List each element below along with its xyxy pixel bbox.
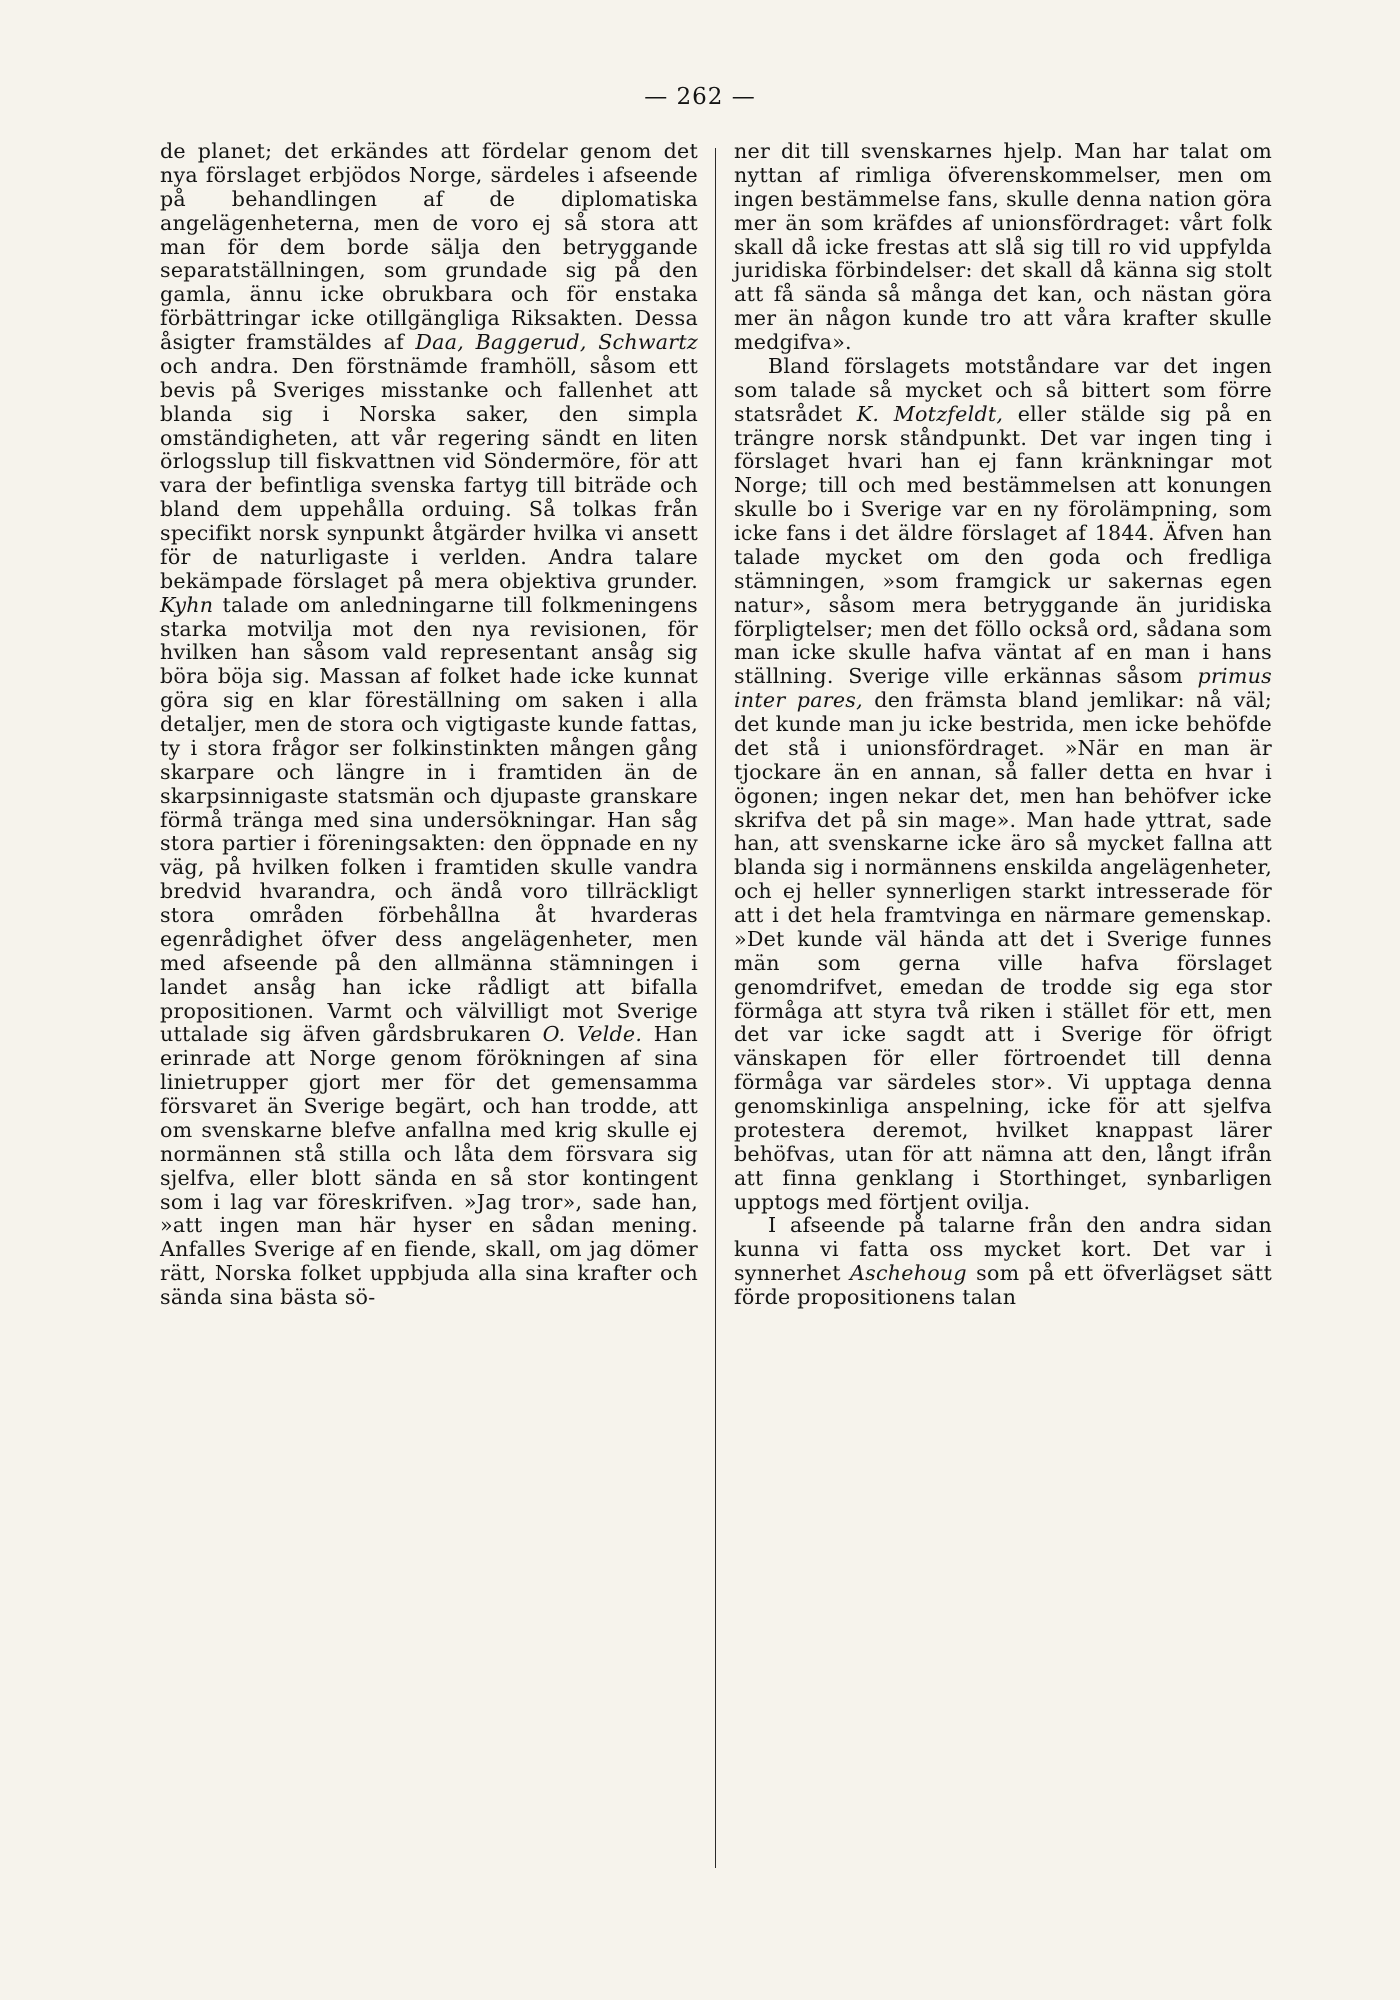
column-rule	[715, 148, 716, 1868]
text-run: primus inter pares,	[734, 664, 1272, 713]
text-run: eller stälde sig på en trängre norsk ståndpunkt. Det var ingen ting i förslaget hvari han ej fann kränkningar mot Norge; till och med bestämmelsen att konungen skulle bo i Sverige var en ny förolämpning, som icke fans i det äldre förslaget af 1844. Äfven han talade mycket om den goda och fredliga stämningen, »som framgick ur sakernas egen natur», såsom mera betryggande än juridiska förpligtelser; men det föllo också ord, sådana som man icke skulle hafva väntat af en man i hans ställning. Sverige ville erkännas såsom	[734, 401, 1273, 689]
text-run: den främsta bland jemlikar: nå väl; det kunde man ju icke bestrida, men icke behöfde det stå i unionsfördraget. »När en man är tjockare än en annan, så faller detta en hvar i ögonen; ingen nekar det, men han behöfver icke skrifva det på sin mage». Man hade yttrat, sade han, att svenskarne icke äro så mycket fallna att blanda sig i normännens enskilda angelägenheter, och ej heller synnerligen starkt intresserade för att i det hela framtvinga en närmare gemenskap. »Det kunde väl hända att det i Sverige funnes män som gerna ville hafva förslaget genomdrifvet, emedan de trodde sig ega stor förmåga att styra två riken i stället för ett, men det var icke sagdt att i Sverige för öfrigt vänskapen för eller förtroendet till denna förmåga var särdeles stor». Vi upptaga denna genomskinliga anspelning, icke för att sjelfva protestera deremot, hvilket knappast lärer behöfvas, utan för att nämna att den, långt ifrån att finna genklang i Storthinget, synbarligen upptogs med förtjent ovilja.	[734, 688, 1273, 1214]
paragraph	[160, 140, 698, 1310]
right-column	[734, 140, 1272, 1310]
text-run: I afseende på talarne från den andra sidan kunna vi fatta oss mycket kort. Det var i synnerhet	[734, 1213, 1272, 1286]
text-run: de planet; det erkändes att fördelar genom det nya förslaget erbjödos Norge, särdeles i afseende på behandlingen af de diplomatiska angelägenheterna, men de voro ej så stora att man för dem borde sälja den betryggande separatställningen, som grundade sig på den gamla, ännu icke obrukbara och för enstaka förbättringar icke otillgängliga Riksakten. Dessa åsigter framstäldes af	[160, 139, 698, 354]
paragraph	[734, 140, 1272, 355]
text-run: Aschehoug	[850, 1261, 967, 1286]
text-run: Han erinrade att Norge genom förökningen af sina linietrupper gjort mer för det gemensamma försvaret än Sverige begärt, och han trodde, att om svenskarne blefve anfallna med krig skulle ej normännen stå stilla och låta dem försvara sig sjelfva, eller blott sända en så stor kontingent som i lag var föreskrifven. »Jag tror», sade han, »att ingen man här hyser en sådan mening. Anfalles Sverige af en fiende, skall, om jag dömer rätt, Norska folket uppbjuda alla sina krafter och sända sina bästa sö-	[160, 1022, 698, 1309]
text-run: Bland förslagets motståndare var det ingen som talade så mycket och så bittert som förre statsrådet	[734, 353, 1272, 426]
text-run: K. Motzfeldt,	[856, 401, 1004, 426]
left-column	[160, 140, 698, 1310]
text-run: O. Velde.	[542, 1022, 643, 1047]
paragraph	[734, 1214, 1272, 1310]
text-run: Kyhn	[160, 592, 214, 617]
paragraph	[734, 355, 1272, 1215]
page-number: — 262 —	[644, 84, 756, 110]
text-run: och andra. Den förstnämde framhöll, såsom ett bevis på Sveriges misstanke och fallenhet att blanda sig i Norska saker, den simpla omständigheten, att vår regering sändt en liten örlogsslup till fiskvattnen vid Söndermöre, för att vara der befintliga svenska fartyg till biträde och bland dem uppehålla orduing. Så tolkas från specifikt norsk synpunkt åtgärder hvilka vi ansett för de naturligaste i verlden. Andra talare bekämpade förslaget på mera objektiva grunder.	[160, 353, 698, 593]
text-columns	[160, 140, 1272, 1310]
text-run: Daa, Baggerud, Schwartz	[415, 330, 698, 354]
text-run: talade om anledningarne till folkmeningens starka motvilja mot den nya revisionen, för hvilken han såsom vald representant ansåg sig böra böja sig. Massan af folket hade icke kunnat göra sig en klar föreställning om saken i alla detaljer, men de stora och vigtigaste kunde fattas, ty i stora frågor ser folkinstinkten mången gång skarpare och längre in i framtiden än de skarpsinnigaste statsmän och djupaste granskare förmå tränga med sina undersökningar. Han såg stora partier i föreningsakten: den öppnade en ny väg, på hvilken folken i framtiden skulle vandra bredvid hvarandra, och ändå voro tillräckligt stora områden förbehållna åt hvarderas egenrådighet öfver dess angelägenheter, men med afseende på den allmänna stämningen i landet ansåg han icke rådligt att bifalla propositionen. Varmt och välvilligt mot Sverige uttalade sig äfven gårdsbrukaren	[160, 592, 698, 1047]
text-run: som på ett öfverlägset sätt förde propositionens talan	[734, 1261, 1272, 1309]
text-run: ner dit till svenskarnes hjelp. Man har talat om nyttan af rimliga öfverenskommelser, men om ingen bestämmelse fans, skulle denna nation göra mer än som kräfdes af unionsfördraget: vårt folk skall då icke frestas att slå sig till ro vid uppfylda juridiska förbindelser: det skall då känna sig stolt att få sända så många det kan, och nästan göra mer än någon kunde tro att våra krafter skulle medgifva».	[734, 139, 1272, 354]
